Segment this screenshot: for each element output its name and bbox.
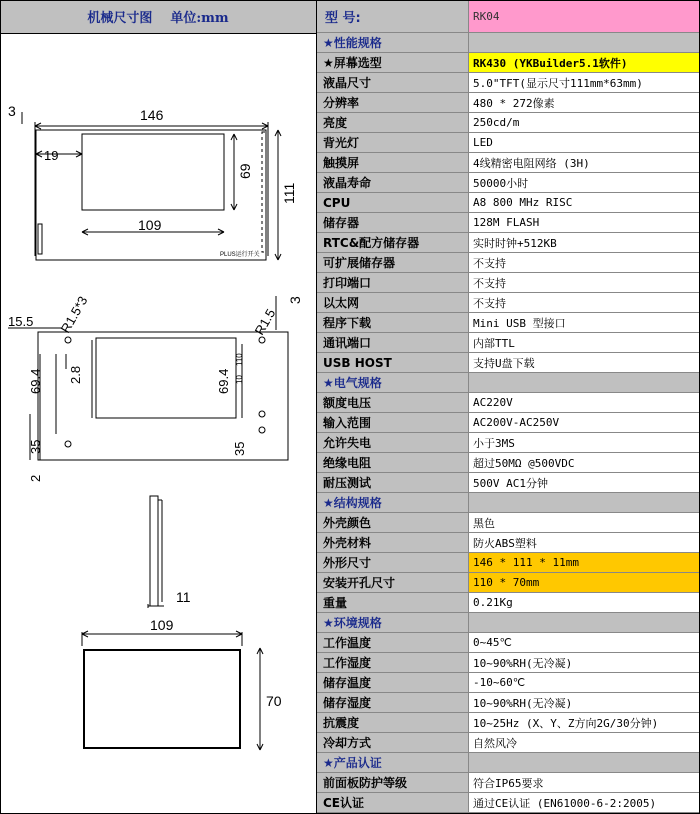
spec-value: 通过CE认证 (EN61000-6-2:2005) <box>473 796 657 810</box>
spec-label: 程序下载 <box>317 313 469 332</box>
dim-back-hole-r2: R1.5 <box>251 306 279 338</box>
spec-label: 工作温度 <box>317 633 469 652</box>
spec-value: LED <box>473 136 493 149</box>
spec-label: 分辨率 <box>317 93 469 112</box>
spec-label: ★屏幕选型 <box>317 53 469 72</box>
spec-value: AC200V-AC250V <box>473 416 560 429</box>
dim-back-b: 69.4 <box>28 368 43 394</box>
dim-back-f: 2 <box>28 474 43 482</box>
spec-label: CE认证 <box>317 793 469 812</box>
dim-back-e: 35 <box>232 441 247 456</box>
spec-value: 4线精密电阻网络 (3H) <box>473 156 590 170</box>
spec-label: CPU <box>317 193 469 212</box>
front-caption: PLUS运行开关 <box>220 252 260 258</box>
spec-label: 可扩展储存器 <box>317 253 469 272</box>
spec-label: 以太网 <box>317 293 469 312</box>
dim-back-d: 35 <box>28 439 43 454</box>
spec-value: 小于3MS <box>473 436 515 450</box>
spec-label: USB HOST <box>317 353 469 372</box>
spec-label: 前面板防护等级 <box>317 773 469 792</box>
spec-label: 抗震度 <box>317 713 469 732</box>
dim-front-width: 146 <box>140 107 164 123</box>
spec-value: 10~90%RH(无冷凝) <box>473 696 573 710</box>
spec-label: 触摸屏 <box>317 153 469 172</box>
dim-front-height: 111 <box>281 182 297 204</box>
spec-label: ★结构规格 <box>317 493 469 512</box>
model-value: RK04 <box>469 0 700 32</box>
spec-label: ★性能规格 <box>317 33 469 52</box>
spec-value: 0~45℃ <box>473 636 512 649</box>
spec-value: 不支持 <box>473 276 506 290</box>
spec-value: 符合IP65要求 <box>473 776 544 790</box>
dim-cutout-height: 70 <box>266 693 282 709</box>
spec-label: 通讯端口 <box>317 333 469 352</box>
spec-value: 500V AC1分钟 <box>473 476 548 490</box>
spec-value: 支持U盘下载 <box>473 356 535 370</box>
spec-label: 储存温度 <box>317 673 469 692</box>
spec-value: 10~25Hz (X、Y、Z方向2G/30分钟) <box>473 716 659 730</box>
spec-label: 液晶尺寸 <box>317 73 469 92</box>
spec-label: 额度电压 <box>317 393 469 412</box>
spec-label: 耐压测试 <box>317 473 469 492</box>
spec-label: 工作湿度 <box>317 653 469 672</box>
drawing-title: 机械尺寸图 <box>87 11 153 26</box>
spec-value: 128M FLASH <box>473 216 540 229</box>
spec-label: RTC&配方储存器 <box>317 233 469 252</box>
spec-value: 实时时钟+512KB <box>473 236 557 250</box>
dim-front-screen-width: 109 <box>138 217 162 233</box>
spec-value: 10~90%RH(无冷凝) <box>473 656 573 670</box>
spec-value: 防火ABS塑料 <box>473 536 537 550</box>
spec-label: 打印端口 <box>317 273 469 292</box>
spec-label: 背光灯 <box>317 133 469 152</box>
spec-value: RK430 (YKBuilder5.1软件) <box>469 53 700 72</box>
spec-value: 480 * 272像素 <box>473 96 555 110</box>
dim-back-margin: 3 <box>287 296 303 304</box>
dim-cutout-width: 109 <box>150 617 174 633</box>
spec-value: 自然风冷 <box>473 736 517 750</box>
spec-value: 不支持 <box>473 256 506 270</box>
dim-back-offset-left: 15.5 <box>8 314 34 329</box>
spec-label: 储存器 <box>317 213 469 232</box>
spec-value: Mini USB 型接口 <box>473 316 566 330</box>
dim-back-hole-r1: R1.5*3 <box>57 293 91 336</box>
spec-label: 冷却方式 <box>317 733 469 752</box>
spec-value: 0.21Kg <box>473 596 513 609</box>
dim-back-g: 110 <box>235 353 244 366</box>
spec-label: 外壳颜色 <box>317 513 469 532</box>
dim-back-h: 10 <box>235 375 244 384</box>
spec-label: ★电气规格 <box>317 373 469 392</box>
dim-front-offset-left: 19 <box>44 148 59 163</box>
dim-side-depth: 11 <box>176 589 191 605</box>
spec-value: 110 * 70mm <box>469 573 700 592</box>
spec-value: 黑色 <box>473 516 495 530</box>
spec-value: 5.0"TFT(显示尺寸111mm*63mm) <box>473 76 643 90</box>
spec-label: 输入范围 <box>317 413 469 432</box>
spec-label: 外壳材料 <box>317 533 469 552</box>
spec-value: AC220V <box>473 396 513 409</box>
spec-value: A8 800 MHz RISC <box>473 196 573 209</box>
dim-front-margin-top: 3 <box>8 103 16 119</box>
spec-value: 内部TTL <box>473 336 515 350</box>
drawing-unit: 单位:mm <box>170 11 229 26</box>
dim-back-a: 2.8 <box>68 365 83 384</box>
spec-label: ★产品认证 <box>317 753 469 772</box>
spec-value: 超过50MΩ @500VDC <box>473 456 575 470</box>
spec-value: -10~60℃ <box>473 676 526 689</box>
spec-label: 储存湿度 <box>317 693 469 712</box>
spec-label: 亮度 <box>317 113 469 132</box>
spec-label: 安装开孔尺寸 <box>317 573 469 592</box>
model-label: 型 号: <box>317 0 469 32</box>
spec-label: 允许失电 <box>317 433 469 452</box>
spec-value: 250cd/m <box>473 116 520 129</box>
dim-back-c: 69.4 <box>216 368 231 394</box>
spec-value: 146 * 111 * 11mm <box>469 553 700 572</box>
spec-label: 外形尺寸 <box>317 553 469 572</box>
spec-value: 50000小时 <box>473 176 529 190</box>
spec-label: 液晶寿命 <box>317 173 469 192</box>
dim-front-screen-height: 69 <box>237 163 253 179</box>
spec-label: ★环境规格 <box>317 613 469 632</box>
spec-value: 不支持 <box>473 296 506 310</box>
spec-label: 绝缘电阻 <box>317 453 469 472</box>
spec-label: 重量 <box>317 593 469 612</box>
